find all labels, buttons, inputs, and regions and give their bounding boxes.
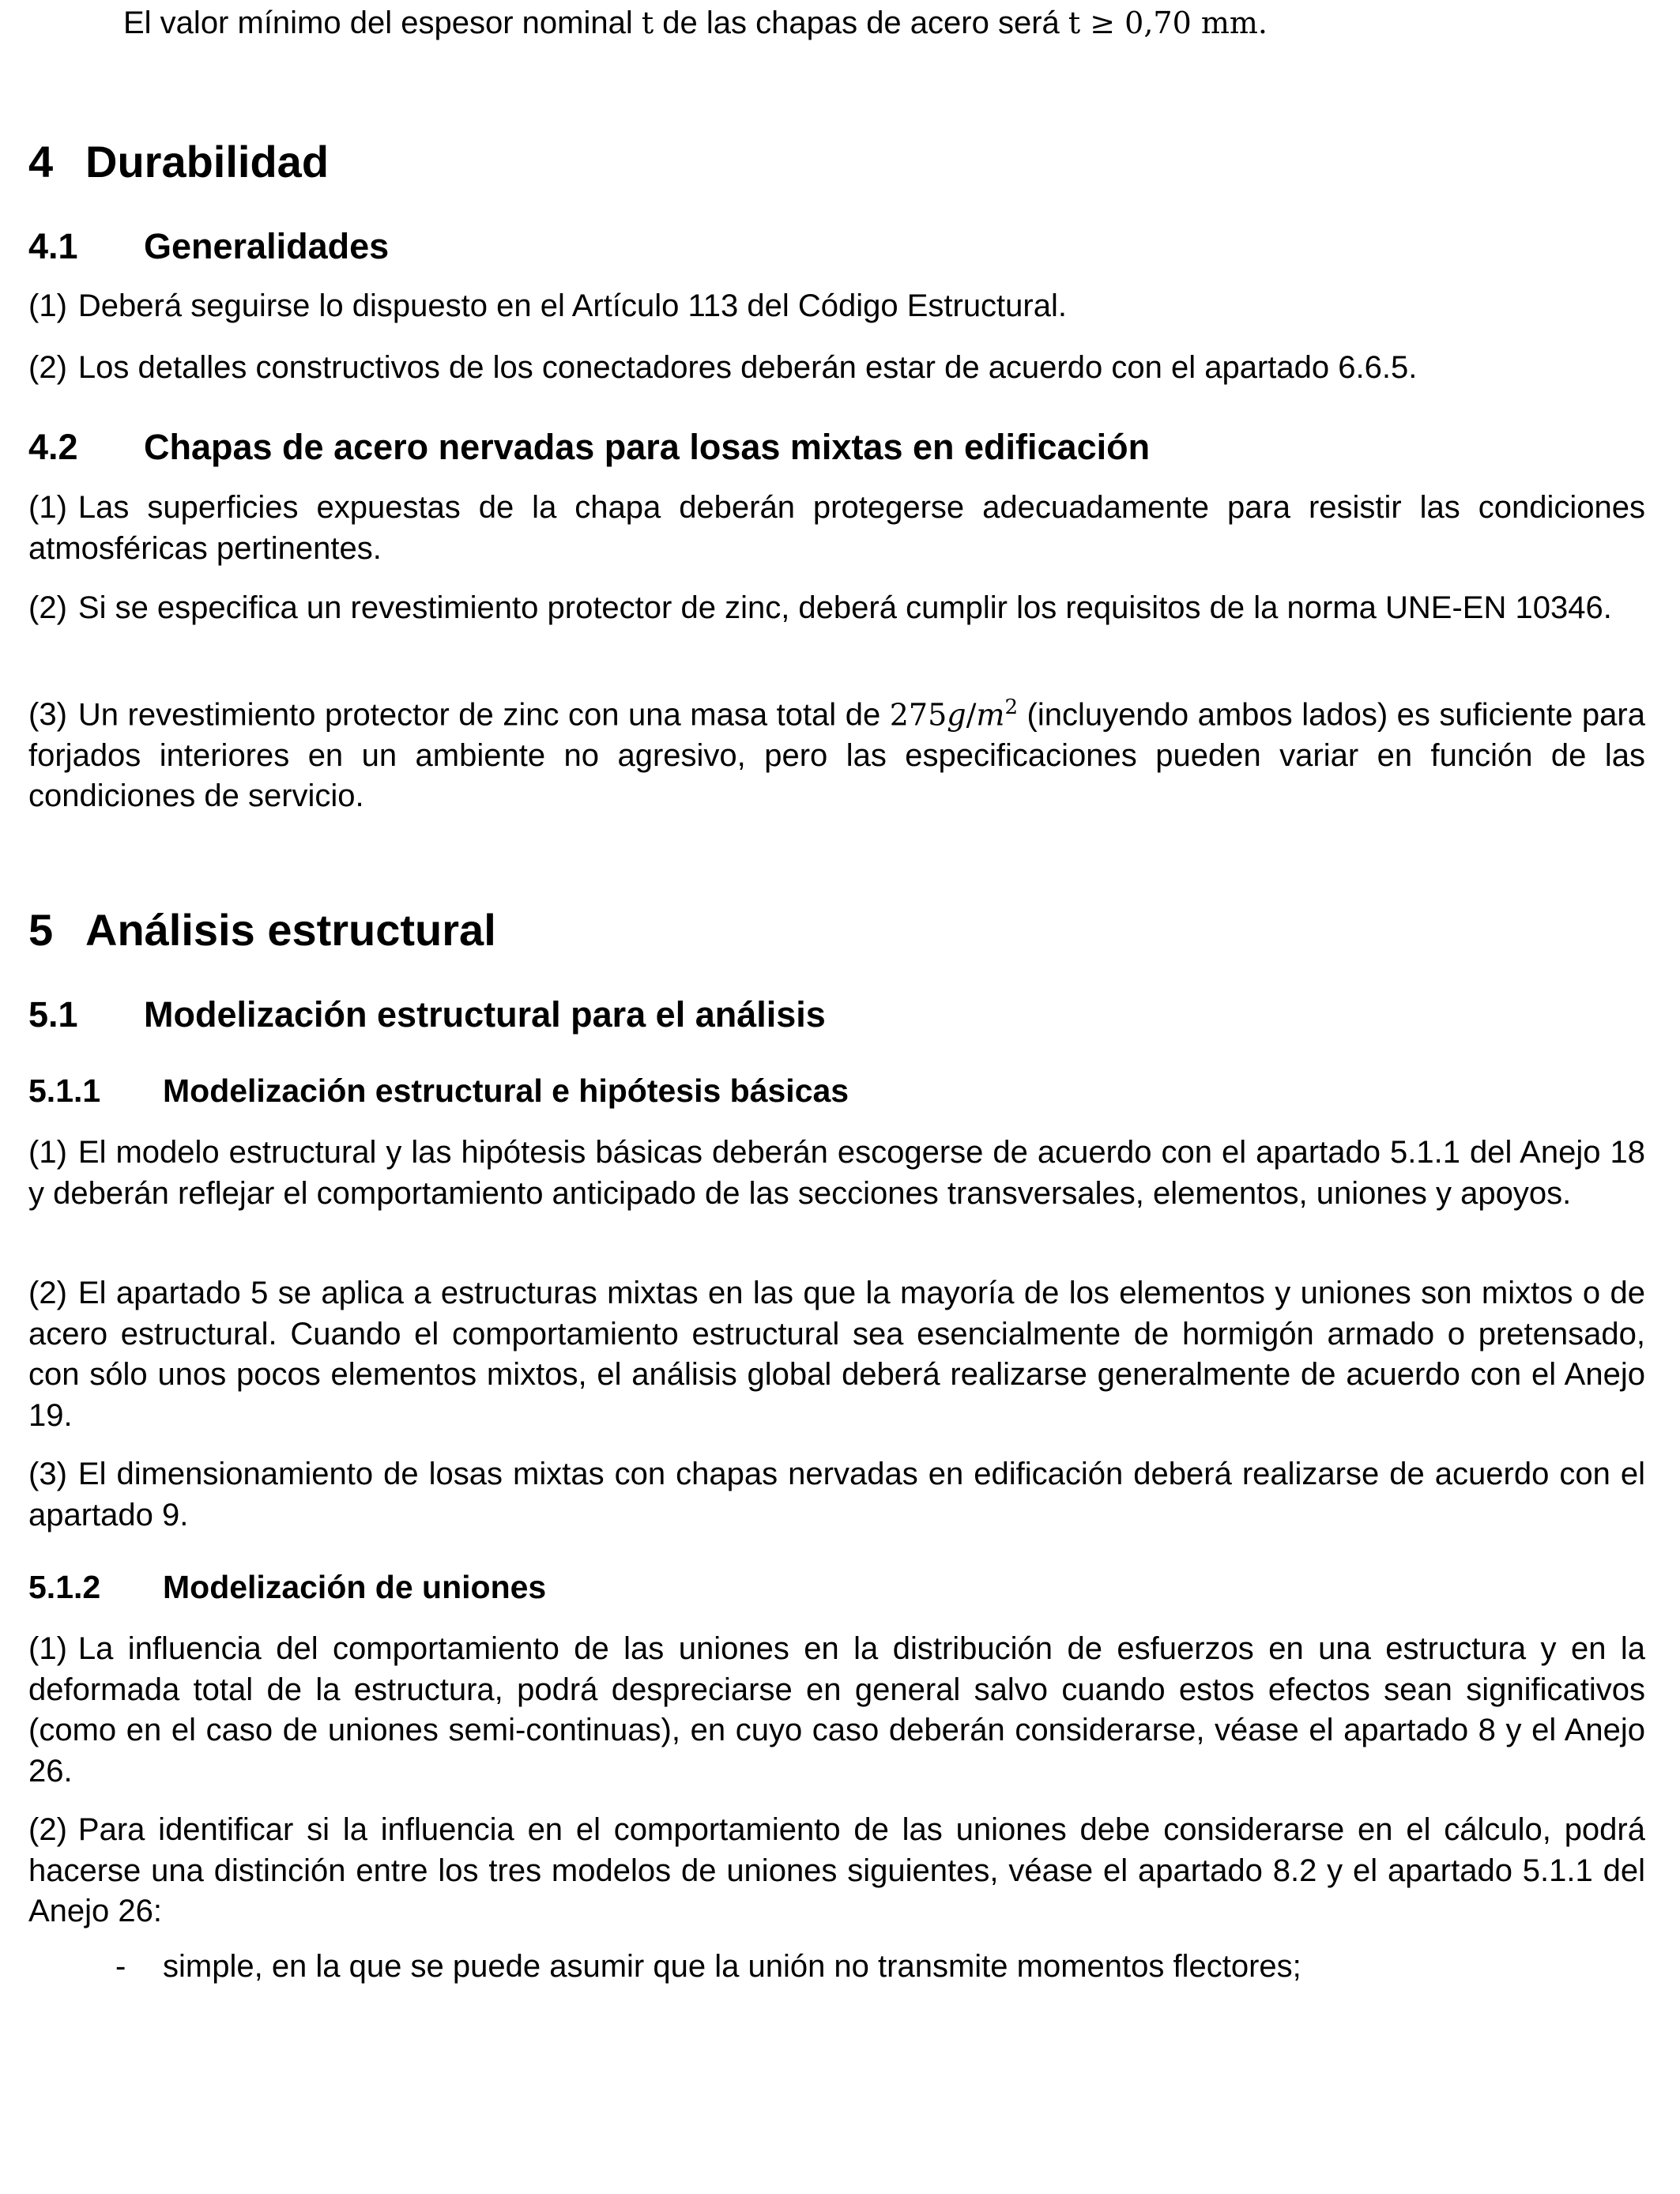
paragraph-5-1-1-2: [28, 1273, 1645, 1436]
paragraph-text: Los detalles constructivos de los conectadores deberán estar de acuerdo con el apartado 6.6.5.: [77, 350, 1418, 385]
paragraph-4-2-3: [28, 688, 1645, 817]
heading-section-5-1-2: [28, 1565, 546, 1609]
heading-number: 5.1.1: [28, 1072, 101, 1109]
paragraph-4-2-2: [28, 588, 1645, 629]
paragraph-number: (2): [28, 1812, 67, 1847]
paragraph-text: El dimensionamiento de losas mixtas con chapas nervadas en edificación deberá realizarse de acuerdo con el apartado 9.: [28, 1457, 1645, 1532]
heading-title: Modelización de uniones: [163, 1569, 547, 1605]
paragraph-text-after: (incluyendo ambos lados) es suficiente para forjados interiores en un ambiente no agresivo, pero las especificaciones pueden variar en función de las condiciones de servicio.: [28, 697, 1645, 814]
math-unit-m: m: [976, 697, 1005, 733]
paragraph-5-1-2-1: [28, 1629, 1645, 1792]
paragraph-4-1-2: [28, 348, 1645, 389]
heading-title: Generalidades: [144, 226, 390, 266]
heading-section-5-1-1: [28, 1069, 849, 1113]
math-slash: /: [966, 697, 977, 733]
heading-section-5-1: [28, 991, 826, 1039]
heading-number: 4.2: [28, 427, 78, 467]
paragraph-text: El apartado 5 se aplica a estructuras mixtas en las que la mayoría de los elementos y uniones son mixtos o de acero estructural. Cuando el comportamiento estructural sea esencialmente de hormigón armado o pretensado, con sólo unos pocos elementos mixtos, el análisis global deberá realizarse generalmente de acuerdo con el Anejo 19.: [28, 1276, 1645, 1433]
paragraph-text: El modelo estructural y las hipótesis básicas deberán escogerse de acuerdo con el apartado 5.1.1 del Anejo 18 y deberán reflejar el comportamiento anticipado de las secciones transversales, elementos, uniones y apoyos.: [28, 1135, 1645, 1211]
heading-number: 5: [28, 905, 54, 955]
intro-line: [123, 0, 1268, 46]
paragraph-number: (1): [28, 1631, 67, 1666]
heading-title: Análisis estructural: [85, 905, 496, 955]
paragraph-number: (2): [28, 350, 67, 385]
paragraph-number: (1): [28, 1135, 67, 1170]
paragraph-number: (2): [28, 1276, 67, 1310]
paragraph-text: Para identificar si la influencia en el comportamiento de las uniones debe considerarse en el cálculo, podrá hacerse una distinción entre los tres modelos de uniones siguientes, véase el apartado 8.2 y el apartado 5.1.1 del Anejo 26:: [28, 1812, 1645, 1928]
intro-text-before: El valor mínimo del espesor nominal: [123, 6, 642, 40]
paragraph-5-1-2-2: [28, 1810, 1645, 1932]
paragraph-text: Las superficies expuestas de la chapa deberán protegerse adecuadamente para resistir las condiciones atmosféricas pertinentes.: [28, 490, 1645, 566]
heading-number: 4: [28, 137, 54, 187]
heading-section-5: [28, 903, 496, 958]
heading-number: 4.1: [28, 226, 78, 266]
bullet-item-simple: [115, 1946, 1301, 1987]
heading-title: Durabilidad: [85, 137, 330, 187]
heading-section-4-1: [28, 223, 389, 270]
paragraph-number: (3): [28, 1457, 67, 1491]
paragraph-5-1-1-1: [28, 1133, 1645, 1214]
paragraph-text: Deberá seguirse lo dispuesto en el Artículo 113 del Código Estructural.: [77, 288, 1067, 323]
math-unit-g: g: [947, 697, 966, 733]
intro-text-middle: de las chapas de acero será: [654, 6, 1068, 40]
heading-section-4-2: [28, 424, 1150, 471]
paragraph-number: (1): [28, 288, 67, 323]
math-exponent: 2: [1004, 696, 1018, 719]
intro-var-t: t: [641, 6, 654, 40]
bullet-text: simple, en la que se puede asumir que la unión no transmite momentos flectores;: [163, 1949, 1301, 1984]
heading-number: 5.1: [28, 994, 78, 1035]
paragraph-text: La influencia del comportamiento de las uniones en la distribución de esfuerzos en una estructura y en la deformada total de la estructura, podrá despreciarse en general salvo cuando estos efectos sean significativos (como en el caso de uniones semi-continuas), en cuyo caso deberán considerarse, véase el apartado 8 y el Anejo 26.: [28, 1631, 1645, 1789]
heading-section-4: [28, 134, 329, 190]
bullet-dash: -: [115, 1949, 126, 1984]
paragraph-4-2-1: [28, 488, 1645, 569]
paragraph-number: (3): [28, 697, 67, 733]
intro-math-expr: t ≥ 0,70 mm.: [1068, 6, 1268, 40]
paragraph-5-1-1-3: [28, 1454, 1645, 1536]
paragraph-number: (2): [28, 590, 67, 625]
heading-number: 5.1.2: [28, 1569, 101, 1605]
heading-title: Chapas de acero nervadas para losas mixtas en edificación: [144, 427, 1151, 467]
paragraph-text: Si se especifica un revestimiento protector de zinc, deberá cumplir los requisitos de la norma UNE-EN 10346.: [77, 590, 1612, 625]
paragraph-4-1-1: [28, 286, 1645, 327]
math-value: 275: [889, 697, 947, 733]
heading-title: Modelización estructural para el análisis: [144, 994, 826, 1035]
paragraph-number: (1): [28, 490, 67, 525]
heading-title: Modelización estructural e hipótesis básicas: [163, 1072, 849, 1109]
paragraph-text-before: Un revestimiento protector de zinc con una masa total de: [77, 697, 890, 733]
